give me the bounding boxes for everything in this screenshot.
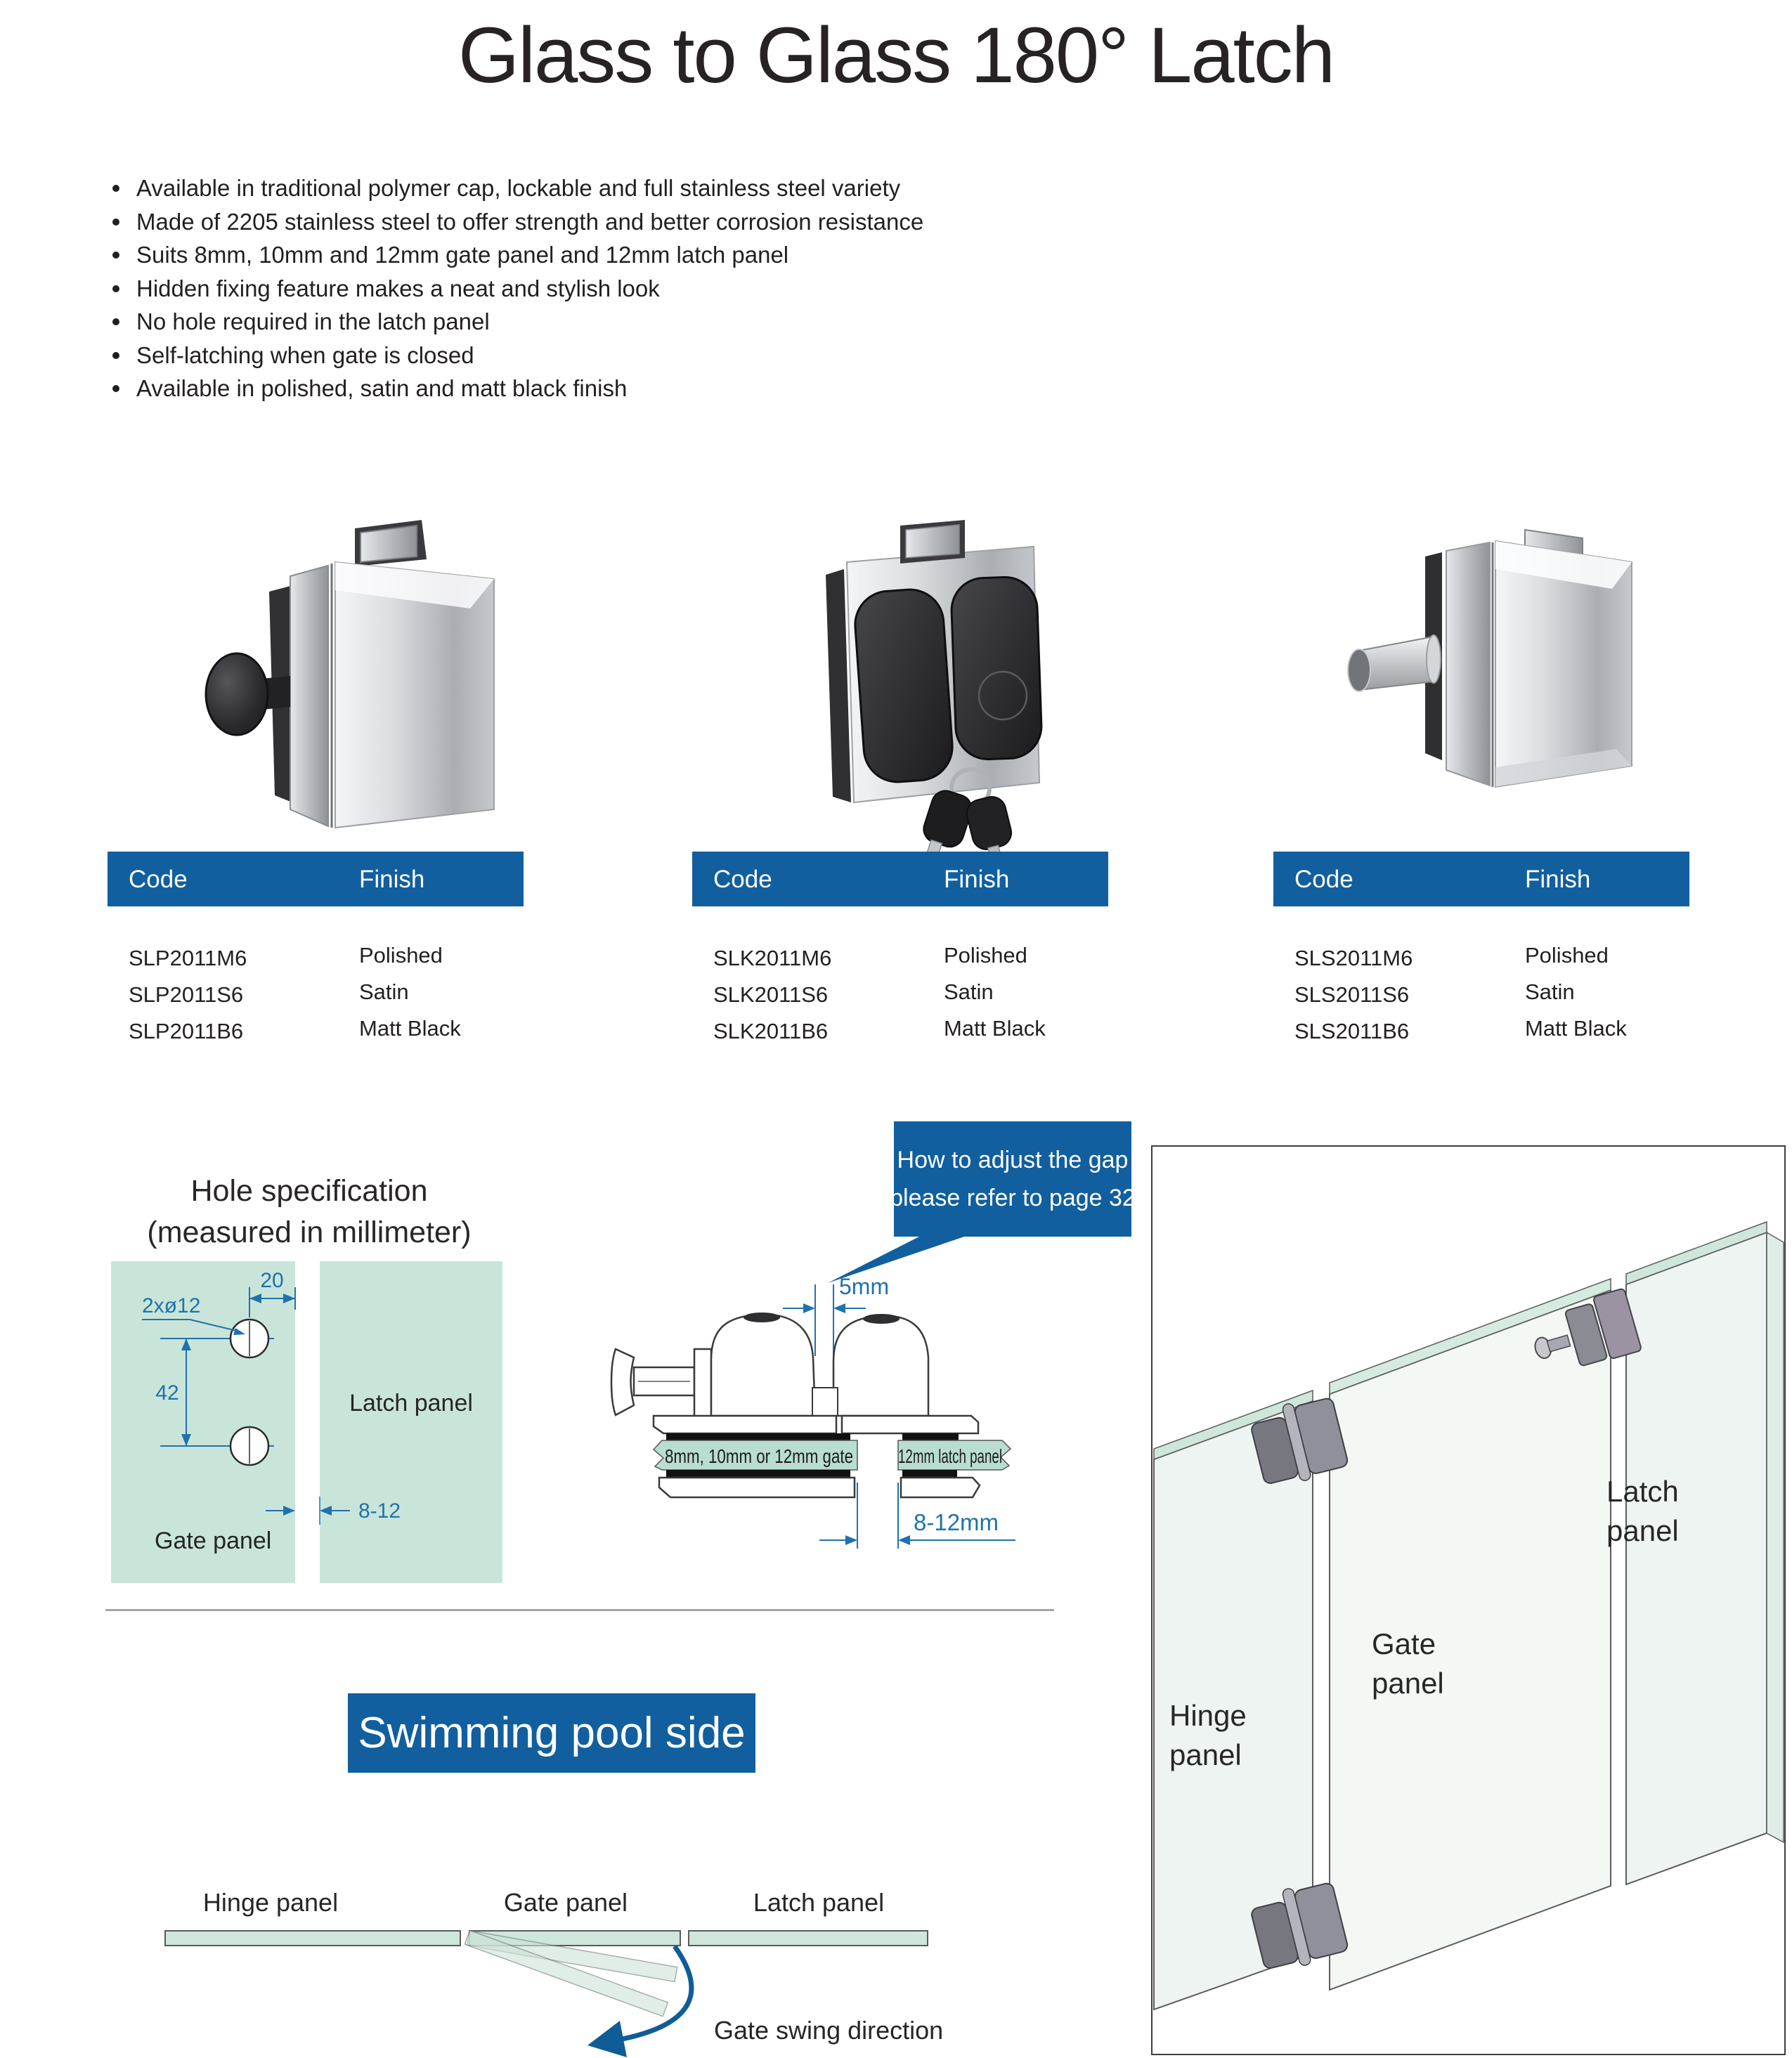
assembly-diagram-frame xyxy=(1151,1145,1786,2055)
finish-cell: Polished xyxy=(359,943,443,968)
product-photo-polymer-cap-latch xyxy=(179,492,517,843)
assembly-latch-label-1: Latch xyxy=(1606,1475,1679,1508)
code-cell: SLS2011S6 xyxy=(1294,982,1410,1007)
assembly-hinge-label-1: Hinge xyxy=(1169,1699,1247,1732)
finish-cell: Satin xyxy=(1525,979,1575,1004)
code-cell: SLS2011M6 xyxy=(1294,946,1413,970)
feature-item: Available in traditional polymer cap, lockable and full stainless steel variety xyxy=(104,171,923,205)
finish-cell: Polished xyxy=(1525,943,1609,968)
gate-cap-profile xyxy=(711,1315,815,1416)
dim-42-label: 42 xyxy=(155,1381,179,1405)
latch-glass-label: 12mm latch panel xyxy=(898,1445,1002,1467)
spec-table-stainless xyxy=(1273,852,1689,1050)
hinge-panel-bar xyxy=(165,1931,460,1946)
assembly-hinge-label-2: panel xyxy=(1169,1738,1242,1771)
table-row xyxy=(1273,940,1689,977)
section-divider xyxy=(105,1609,1054,1611)
pool-side-banner xyxy=(348,1693,755,1773)
swing-gate-label: Gate panel xyxy=(503,1888,628,1917)
swing-hinge-label: Hinge panel xyxy=(202,1888,339,1917)
dim-20-label: 20 xyxy=(260,1269,284,1292)
assembly-diagram xyxy=(1153,1147,1784,2054)
hole-count-label: 2xø12 xyxy=(142,1294,201,1317)
swing-latch-label: Latch panel xyxy=(753,1888,885,1917)
callout-line2: please refer to page 32 xyxy=(890,1185,1136,1211)
product-photo-stainless-latch xyxy=(1314,513,1666,808)
table-row xyxy=(692,940,1108,977)
assembly-latch-label-2: panel xyxy=(1606,1514,1679,1547)
column-header-code: Code xyxy=(129,866,188,893)
spec-table-polymer xyxy=(108,852,524,1050)
latch-panel-label: Latch panel xyxy=(349,1390,473,1416)
column-header-code: Code xyxy=(713,866,772,893)
code-cell: SLP2011B6 xyxy=(129,1019,244,1043)
pool-side-banner-label: Swimming pool side xyxy=(358,1709,746,1757)
swing-diagram xyxy=(98,1855,984,2058)
code-cell: SLS2011B6 xyxy=(1294,1019,1410,1043)
table-row xyxy=(108,977,524,1013)
spec-table-lockable xyxy=(692,852,1108,1050)
page-title: Glass to Glass 180° Latch xyxy=(457,11,1335,99)
table-header xyxy=(692,852,1108,906)
finish-cell: Satin xyxy=(944,979,994,1004)
product-photo-lockable-latch xyxy=(755,485,1086,878)
feature-item: Available in polished, satin and matt black finish xyxy=(104,372,923,405)
feature-item: Made of 2205 stainless steel to offer strength and better corrosion resistance xyxy=(104,205,923,239)
finish-cell: Satin xyxy=(359,979,409,1004)
latch-panel-shape xyxy=(320,1261,502,1583)
code-cell: SLK2011M6 xyxy=(713,946,832,970)
hole-spec-diagram xyxy=(98,1251,534,1588)
knob-profile xyxy=(611,1349,634,1415)
feature-item: No hole required in the latch panel xyxy=(104,305,923,339)
finish-cell: Matt Black xyxy=(359,1016,461,1041)
assembly-gate-label-2: panel xyxy=(1372,1667,1444,1700)
gate-panel-label: Gate panel xyxy=(155,1528,272,1554)
table-row xyxy=(1273,1013,1689,1050)
table-header xyxy=(1273,852,1689,906)
swing-direction-label: Gate swing direction xyxy=(714,2016,944,2045)
table-row xyxy=(1273,977,1689,1013)
feature-item: Suits 8mm, 10mm and 12mm gate panel and 12mm latch panel xyxy=(104,238,923,272)
finish-cell: Polished xyxy=(944,943,1027,968)
column-header-finish: Finish xyxy=(359,866,425,893)
table-row xyxy=(108,1013,524,1050)
feature-list xyxy=(104,171,923,405)
finish-cell: Matt Black xyxy=(1525,1016,1627,1041)
gate-glass-label: 8mm, 10mm or 12mm gate xyxy=(665,1445,853,1467)
hole-spec-title xyxy=(98,1171,520,1253)
column-header-code: Code xyxy=(1294,866,1353,893)
code-cell: SLP2011M6 xyxy=(129,946,247,970)
latch-panel-bar xyxy=(689,1931,928,1946)
callout-line1: How to adjust the gap xyxy=(897,1147,1129,1173)
code-cell: SLP2011S6 xyxy=(129,982,244,1007)
code-cell: SLK2011B6 xyxy=(713,1019,829,1043)
gap-callout-box xyxy=(894,1121,1131,1237)
code-cell: SLK2011S6 xyxy=(713,982,829,1007)
dim-8-12mm-label: 8-12mm xyxy=(914,1509,999,1535)
assembly-gate-label-1: Gate xyxy=(1372,1627,1436,1660)
swing-arrowhead xyxy=(587,2021,627,2057)
finish-cell: Matt Black xyxy=(944,1016,1046,1041)
feature-item: Hidden fixing feature makes a neat and stylish look xyxy=(104,272,923,306)
table-row xyxy=(692,1013,1108,1050)
dim-gap-label: 8-12 xyxy=(358,1499,401,1523)
feature-item: Self-latching when gate is closed xyxy=(104,339,923,372)
hole-spec-title-line1: Hole specification xyxy=(190,1174,428,1208)
latch-panel-glass xyxy=(1626,1232,1767,1884)
table-row xyxy=(692,977,1108,1013)
column-header-finish: Finish xyxy=(1525,866,1591,893)
table-row xyxy=(108,940,524,977)
hole-spec-title-line2: (measured in millimeter) xyxy=(147,1216,472,1249)
column-header-finish: Finish xyxy=(944,866,1010,893)
table-header xyxy=(108,852,524,906)
latch-cap-profile xyxy=(833,1316,928,1416)
dim-5mm-label: 5mm xyxy=(839,1274,890,1299)
